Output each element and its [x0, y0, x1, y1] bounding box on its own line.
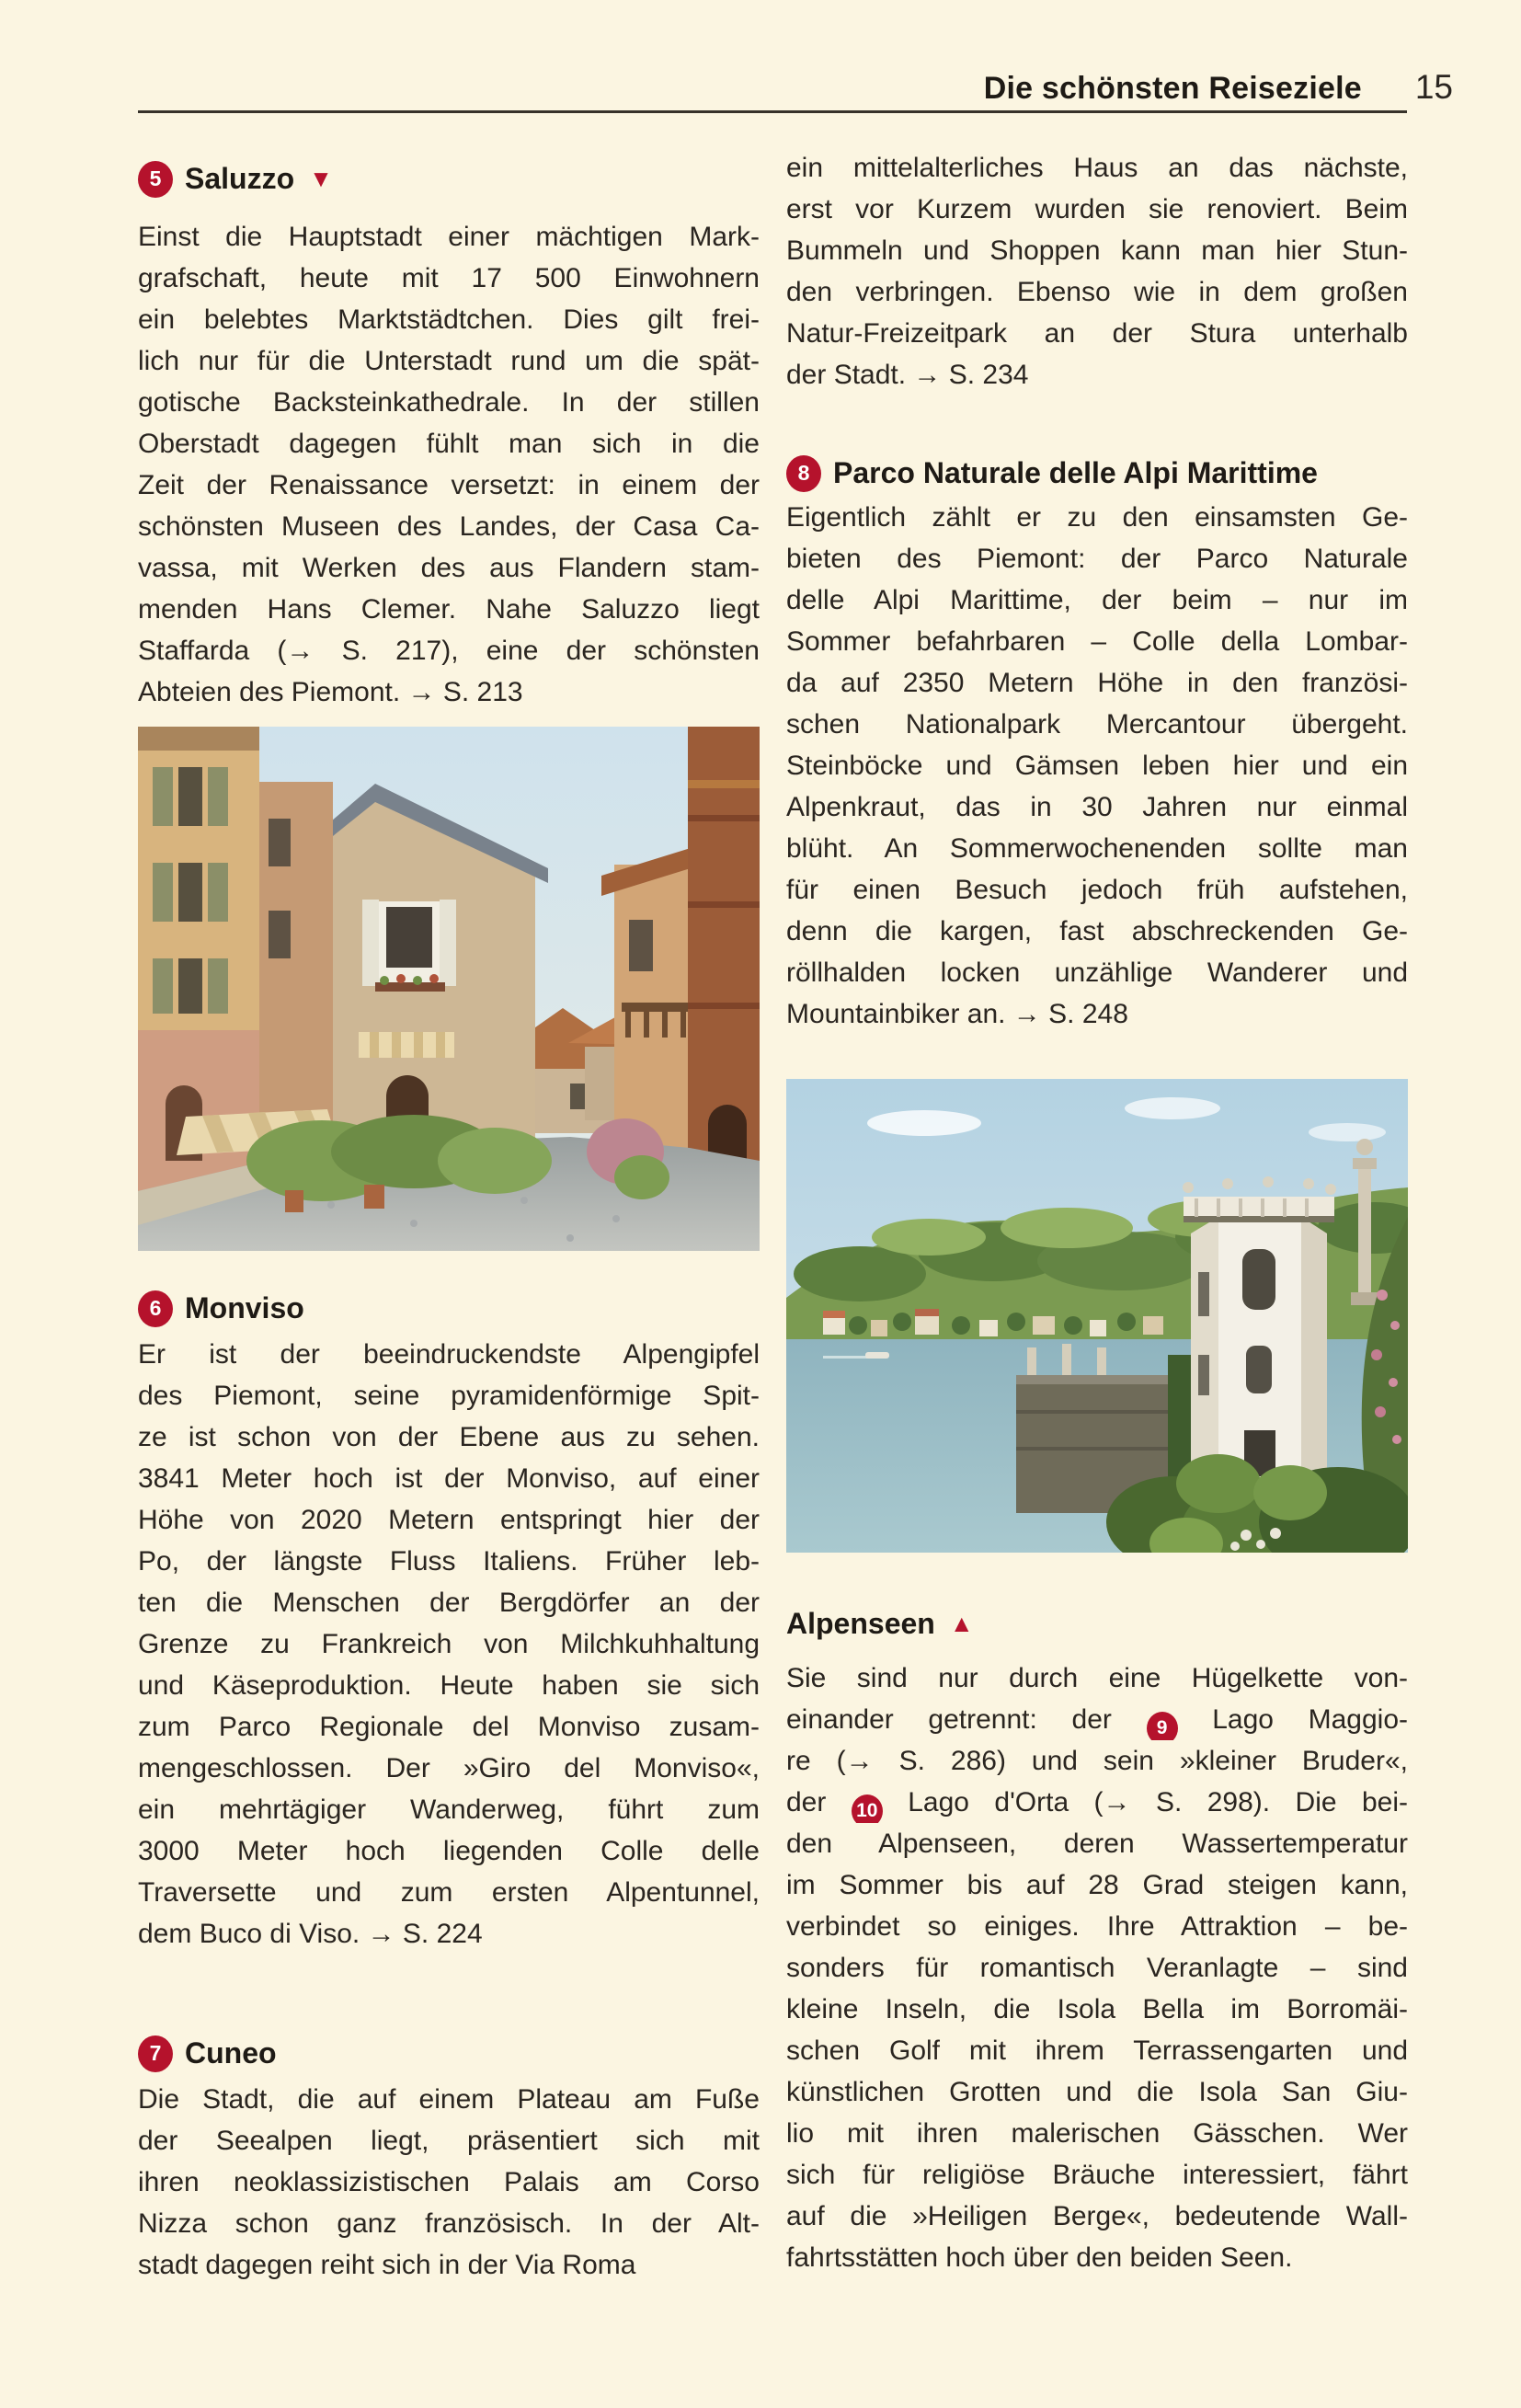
- text-line: einander getrennt: der 9 Lago Maggio-: [786, 1699, 1408, 1740]
- map-marker-badge-9: 9: [1147, 1712, 1178, 1740]
- saluzzo-street-photo: [138, 727, 760, 1251]
- text-line: dem Buco di Viso. → S. 224: [138, 1919, 483, 1949]
- section-title: Monviso: [185, 1291, 304, 1324]
- section-heading-cuneo: [138, 2033, 760, 2074]
- text-line: röllhalden locken unzählige Wanderer und: [786, 957, 1408, 988]
- map-marker-badge-6: 6: [138, 1290, 173, 1327]
- text-line: der Seealpen liegt, präsentiert sich mit: [138, 2126, 760, 2156]
- section-heading-saluzzo: [138, 158, 760, 200]
- text-line: lich nur für die Unterstadt rund um die spät-: [138, 346, 760, 376]
- text-line: im Sommer bis auf 28 Grad steigen kann,: [786, 1870, 1408, 1900]
- text-line: Sommer befahrbaren – Colle della Lombar-: [786, 626, 1408, 657]
- saluzzo-paragraph: [138, 216, 760, 713]
- section-title: Parco Naturale delle Alpi Marittime: [833, 456, 1318, 489]
- text-line: den verbringen. Ebenso wie in dem großen: [786, 277, 1408, 307]
- text-line: bieten des Piemont: der Parco Naturale: [786, 544, 1408, 574]
- text-line: grafschaft, heute mit 17 500 Einwohnern: [138, 263, 760, 293]
- text-line: schönsten Museen des Landes, der Casa Ca-: [138, 511, 760, 542]
- text-line: zum Parco Regionale del Monviso zusam-: [138, 1712, 760, 1742]
- alpensee-lake-illustration: [786, 1079, 1408, 1553]
- text-line: und Käseproduktion. Heute haben sie sich: [138, 1670, 760, 1701]
- text-line: des Piemont, seine pyramidenförmige Spit-: [138, 1381, 760, 1411]
- text-line: künstlichen Grotten und die Isola San Giu-: [786, 2077, 1408, 2107]
- text-line: sich für religiöse Bräuche interessiert, fährt: [786, 2160, 1408, 2190]
- text-line: ze ist schon von der Ebene aus zu sehen.: [138, 1422, 760, 1452]
- map-marker-badge-5: 5: [138, 161, 173, 198]
- text-line: sonders für romantisch Veranlagte – sind: [786, 1953, 1408, 1983]
- text-line: erst vor Kurzem wurden sie renoviert. Beim: [786, 194, 1408, 224]
- section-heading-alpenseen: [786, 1603, 1408, 1645]
- text-line: fahrtsstätten hoch über den beiden Seen.: [786, 2242, 1293, 2273]
- section-title: Cuneo: [185, 2036, 277, 2070]
- text-line: Die Stadt, die auf einem Plateau am Fuße: [138, 2084, 760, 2115]
- parco-paragraph: [786, 497, 1408, 1035]
- text-line: denn die kargen, fast abschreckenden Ge-: [786, 916, 1408, 946]
- continuation-paragraph: [786, 147, 1408, 396]
- text-line: Mountainbiker an. → S. 248: [786, 999, 1128, 1029]
- section-heading-parco: [786, 453, 1408, 494]
- text-line: Er ist der beeindruckendste Alpengipfel: [138, 1339, 760, 1370]
- text-line: Abteien des Piemont. → S. 213: [138, 677, 523, 707]
- text-line: ein mehrtägiger Wanderweg, führt zum: [138, 1795, 760, 1825]
- text-line: auf die »Heiligen Berge«, bedeutende Wall-: [786, 2201, 1408, 2231]
- left-column: [138, 0, 760, 2286]
- page-header-title: Die schönsten Reiseziele: [983, 71, 1362, 106]
- text-line: Steinböcke und Gämsen leben hier und ein: [786, 751, 1408, 781]
- text-line: stadt dagegen reiht sich in der Via Roma: [138, 2250, 636, 2280]
- text-line: Traversette und zum ersten Alpentunnel,: [138, 1877, 760, 1908]
- photo-below-triangle-icon: ▼: [309, 165, 333, 192]
- text-line: blüht. An Sommerwochenenden sollte man: [786, 833, 1408, 864]
- page-number: 15: [1414, 68, 1453, 106]
- text-line: ein belebtes Marktstädtchen. Dies gilt frei-: [138, 304, 760, 335]
- map-marker-badge-7: 7: [138, 2035, 173, 2072]
- text-line: Eigentlich zählt er zu den einsamsten Ge-: [786, 502, 1408, 533]
- text-line: Staffarda (→ S. 217), eine der schönsten: [138, 636, 760, 666]
- photo-above-triangle-icon: ▲: [949, 1610, 974, 1637]
- text-line: 3000 Meter hoch liegenden Colle delle: [138, 1836, 760, 1866]
- text-line: Höhe von 2020 Metern entspringt hier der: [138, 1505, 760, 1535]
- map-marker-badge-8: 8: [786, 455, 821, 492]
- text-line: vassa, mit Werken des aus Flandern stam-: [138, 553, 760, 583]
- section-heading-monviso: [138, 1288, 760, 1329]
- text-line: Po, der längste Fluss Italiens. Früher leb-: [138, 1546, 760, 1577]
- text-line: kleine Inseln, die Isola Bella im Borromäi-: [786, 1994, 1408, 2024]
- text-line: re (→ S. 286) und sein »kleiner Bruder«,: [786, 1746, 1408, 1776]
- text-line: Einst die Hauptstadt einer mächtigen Mark-: [138, 222, 760, 252]
- text-line: schen Nationalpark Mercantour übergeht.: [786, 709, 1408, 740]
- text-line: der 10 Lago d'Orta (→ S. 298). Die bei-: [786, 1782, 1408, 1823]
- alpenseen-paragraph: [786, 1657, 1408, 2278]
- cuneo-paragraph: [138, 2079, 760, 2286]
- text-line: Nizza schon ganz französisch. In der Alt-: [138, 2208, 760, 2239]
- text-line: Alpenkraut, das in 30 Jahren nur einmal: [786, 792, 1408, 822]
- text-line: da auf 2350 Metern Höhe in den französi-: [786, 668, 1408, 698]
- text-line: der Stadt. → S. 234: [786, 360, 1029, 390]
- text-line: verbindet so einiges. Ihre Attraktion – be-: [786, 1911, 1408, 1942]
- section-title: Alpenseen: [786, 1607, 935, 1640]
- text-line: Oberstadt dagegen fühlt man sich in die: [138, 429, 760, 459]
- text-line: Grenze zu Frankreich von Milchkuhhaltung: [138, 1629, 760, 1659]
- text-line: ihren neoklassizistischen Palais am Corso: [138, 2167, 760, 2197]
- text-line: gotische Backsteinkathedrale. In der stillen: [138, 387, 760, 418]
- text-line: Zeit der Renaissance versetzt: in einem der: [138, 470, 760, 500]
- text-line: ten die Menschen der Bergdörfer an der: [138, 1588, 760, 1618]
- map-marker-badge-10: 10: [852, 1795, 883, 1823]
- text-line: 3841 Meter hoch ist der Monviso, auf einer: [138, 1463, 760, 1494]
- right-column: [786, 0, 1408, 2278]
- text-line: mengeschlossen. Der »Giro del Monviso«,: [138, 1753, 760, 1783]
- text-line: Bummeln und Shoppen kann man hier Stun-: [786, 235, 1408, 266]
- saluzzo-street-illustration: [138, 727, 760, 1251]
- text-line: Natur-Freizeitpark an der Stura unterhalb: [786, 318, 1408, 349]
- section-title: Saluzzo: [185, 162, 295, 195]
- monviso-paragraph: [138, 1334, 760, 1955]
- text-line: delle Alpi Marittime, der beim – nur im: [786, 585, 1408, 615]
- text-line: lio mit ihren malerischen Gässchen. Wer: [786, 2118, 1408, 2149]
- text-line: den Alpenseen, deren Wassertemperatur: [786, 1829, 1408, 1859]
- text-line: Sie sind nur durch eine Hügelkette von-: [786, 1663, 1408, 1693]
- text-line: schen Golf mit ihrem Terrassengarten und: [786, 2035, 1408, 2066]
- text-line: ein mittelalterliches Haus an das nächste,: [786, 153, 1408, 183]
- text-line: menden Hans Clemer. Nahe Saluzzo liegt: [138, 594, 760, 625]
- text-line: für einen Besuch jedoch früh aufstehen,: [786, 875, 1408, 905]
- alpensee-lake-photo: [786, 1079, 1408, 1553]
